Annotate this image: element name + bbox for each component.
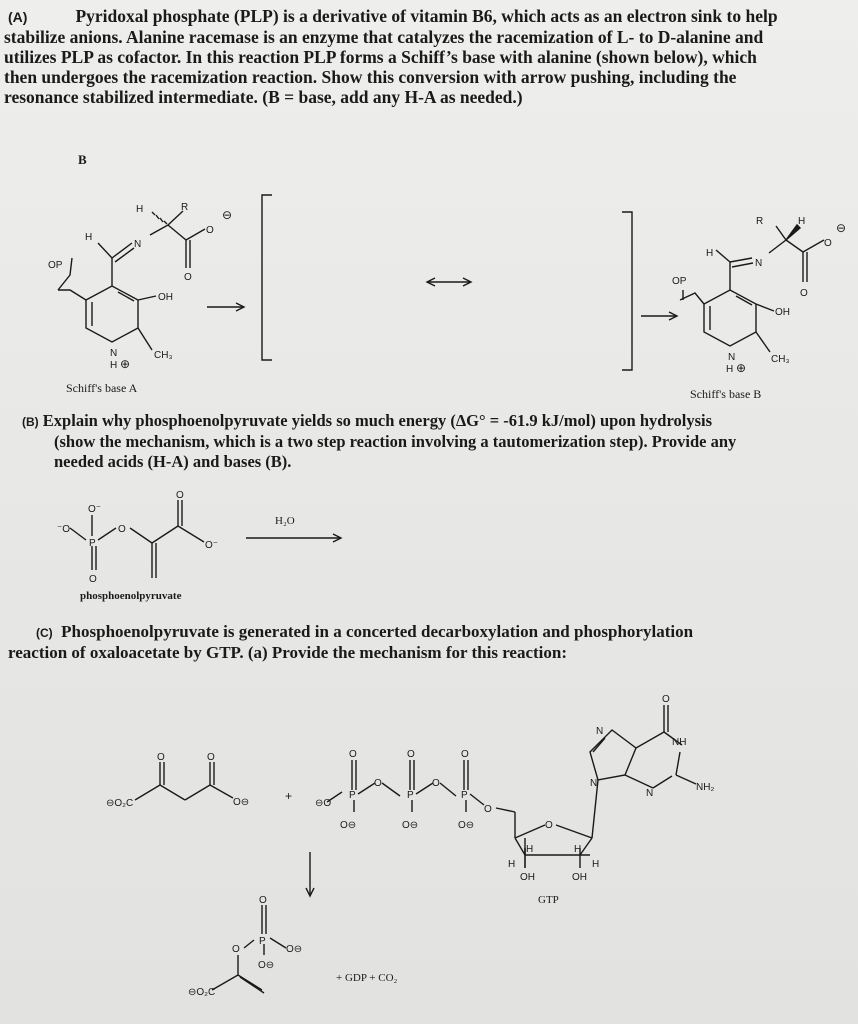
part-a-line-1: (A) Pyridoxal phosphate (PLP) is a derivative of vitamin B6, which acts as an electron sink to help <box>8 6 778 26</box>
ring-h-label-b: H <box>726 364 734 375</box>
part-b-line-2: (show the mechanism, which is a two step reaction involving a tautomerization step). Provide any <box>54 432 737 451</box>
pep-o-carboxylate: O⁻ <box>205 540 219 551</box>
gtp-o-gamma: O <box>349 749 357 760</box>
guanine-n3: N <box>646 788 654 799</box>
r-label-a: R <box>181 202 189 213</box>
ch3-label-a: CH₃ <box>154 350 173 361</box>
carbonyl-o-label-a: O <box>184 272 192 283</box>
part-c-line-2: reaction of oxaloacetate by GTP. (a) Provide the mechanism for this reaction: <box>8 643 568 662</box>
oh-label-a: OH <box>158 292 173 303</box>
gtp-o-minus-gamma: O⊖ <box>340 820 357 831</box>
guanine-nh-label: NH <box>672 737 687 748</box>
gtp-o-beta: O <box>407 749 415 760</box>
guanine-carbonyl-o: O <box>662 694 670 705</box>
guanine-nh2-label: NH₂ <box>696 782 715 793</box>
part-c-tag: (C) <box>36 626 53 640</box>
schiff-base-b-caption: Schiff's base B <box>690 387 762 401</box>
oxaloacetate-o-1: O <box>157 752 165 763</box>
product-o-minus-right: O⊖ <box>286 944 303 955</box>
plus-charge-b: ⊕ <box>736 361 747 375</box>
part-a-line-3: utilizes PLP as cofactor. In this reaction PLP forms a Schiff’s base with alanine (shown below), which <box>4 47 757 67</box>
gtp-o-bridge-1: O <box>374 778 382 789</box>
pep-p: P <box>89 538 96 549</box>
gtp-ribose-h-4: H <box>592 859 600 870</box>
part-b-line-1: (B) Explain why phosphoenolpyruvate yields so much energy (ΔG° = -61.9 kJ/mol) upon hydrolysis <box>22 411 712 430</box>
gtp-o-ester: O <box>484 804 492 815</box>
gtp-ribose-h-3: H <box>574 844 582 855</box>
oxaloacetate-bonds <box>135 762 233 800</box>
part-b-tag: (B) <box>22 415 39 429</box>
oxaloacetate-o-2: O <box>207 752 215 763</box>
gtp-ribose-oh-3: OH <box>572 872 587 883</box>
gtp-ribose-oh-2: OH <box>520 872 535 883</box>
part-a-tag: (A) <box>8 9 28 25</box>
r-label-b: R <box>756 216 764 227</box>
n-label-a: N <box>134 239 142 250</box>
product-o-top: O <box>259 895 267 906</box>
n-label-b: N <box>755 258 763 269</box>
part-a-line-4: then undergoes the racemization reaction. Show this conversion with arrow pushing, including the <box>4 67 737 87</box>
pep-caption: phosphoenolpyruvate <box>80 590 182 602</box>
product-o-minus-bottom: O⊖ <box>258 960 275 971</box>
gtp-p-gamma: P <box>349 790 356 801</box>
products-label: + GDP + CO₂ <box>336 972 398 984</box>
pep-o-left: ⁻O <box>57 524 71 535</box>
gtp-caption: GTP <box>538 894 559 906</box>
guanine-n7: N <box>596 726 604 737</box>
gtp-o-minus-beta: O⊖ <box>402 820 419 831</box>
part-b-line-3: needed acids (H-A) and bases (B). <box>54 452 292 471</box>
gtp-p-beta: P <box>407 790 414 801</box>
oxaloacetate-o-minus: O⊖ <box>233 797 250 808</box>
o-label-a: O <box>206 225 214 236</box>
gtp-ribose-h-2: H <box>526 844 534 855</box>
oh-label-b: OH <box>775 307 790 318</box>
guanine-n9: N <box>590 778 598 789</box>
ch3-label-b: CH₃ <box>771 354 790 365</box>
ring-n-label-a: N <box>110 348 118 359</box>
h-label-a: H <box>85 232 93 243</box>
pep-o-top: O⁻ <box>88 504 102 515</box>
part-c-line-1: (C) Phosphoenolpyruvate is generated in a concerted decarboxylation and phosphorylation <box>36 622 694 641</box>
minus-charge-b: ⊖ <box>836 221 847 235</box>
op-label-a: OP <box>48 260 63 271</box>
plus-sign-reactants: + <box>285 789 293 803</box>
part-a-line-5: resonance stabilized intermediate. (B = base, add any H-A as needed.) <box>4 87 523 107</box>
pep-o-bottom: O <box>89 574 97 585</box>
gtp-o-alpha: O <box>461 749 469 760</box>
product-co2-minus: ⊖O₂C <box>188 987 216 998</box>
oxaloacetate-co2-minus: ⊖O₂C <box>106 798 134 809</box>
gtp-p-alpha: P <box>461 790 468 801</box>
h-alpha-label-a: H <box>136 204 144 215</box>
gtp-ribose-h-1: H <box>508 859 516 870</box>
pep-carbonyl-o: O <box>176 490 184 501</box>
op-label-b: OP <box>672 276 687 287</box>
gtp-o-minus-alpha: O⊖ <box>458 820 475 831</box>
ring-h-label-a: H <box>110 360 118 371</box>
o-label-b: O <box>824 238 832 249</box>
gtp-ribose-o: O <box>545 820 553 831</box>
product-p: P <box>259 936 266 947</box>
minus-charge-a: ⊖ <box>222 208 233 222</box>
ring-n-label-b: N <box>728 352 736 363</box>
plus-charge-a: ⊕ <box>120 357 131 371</box>
gtp-o-bridge-2: O <box>432 778 440 789</box>
h-label-b: H <box>706 248 714 259</box>
product-o-bridge: O <box>232 944 240 955</box>
pep-product-bonds <box>212 905 286 993</box>
carbonyl-o-label-b: O <box>800 288 808 299</box>
base-label: B <box>78 152 87 167</box>
water-reagent: H₂O <box>275 515 295 527</box>
pep-o-bridge: O <box>118 524 126 535</box>
gtp-o-minus-terminal: ⊖O <box>315 798 332 809</box>
part-a-line-2: stabilize anions. Alanine racemase is an enzyme that catalyzes the racemization of L- to D-alanine and <box>4 27 764 47</box>
h-alpha-label-b: H <box>798 216 806 227</box>
schiff-base-a-caption: Schiff's base A <box>66 381 138 395</box>
